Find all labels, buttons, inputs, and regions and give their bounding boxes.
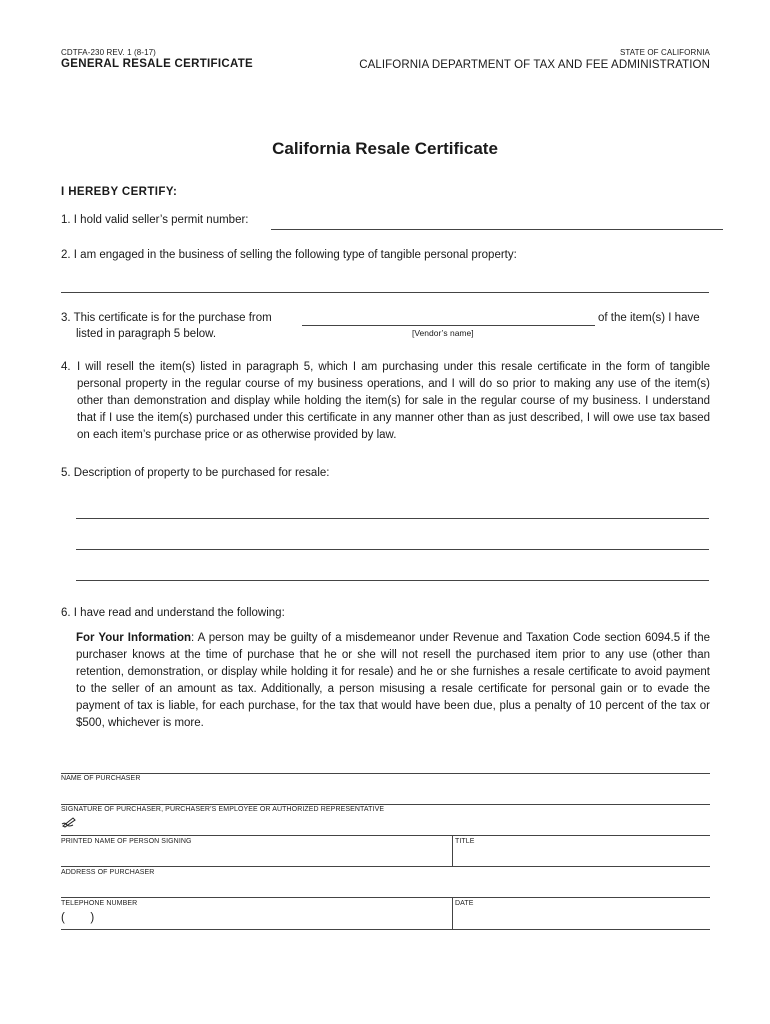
info-paragraph — [76, 630, 710, 732]
item-4-text: I will resell the item(s) listed in paragraph 5, which I am purchasing under this resale certificate in the form of tangible personal property in the regular course of my business operations, and I will do so prior to making any use of the item(s) other than demonstration and display while holding the item(s) for sale in the regular course of my business. I understand that if I use the item(s) purchased under this certificate in any manner other than as just described, I will owe use tax based on each item’s purchase price or as otherwise provided by law. — [77, 361, 710, 441]
address-field[interactable] — [61, 876, 710, 897]
printed-name-field[interactable] — [61, 845, 451, 866]
item-5-label: 5. Description of property to be purchased for resale: — [61, 467, 330, 479]
telephone-field[interactable]: ( ) — [61, 912, 95, 924]
sellers-permit-number-field[interactable] — [271, 229, 723, 230]
rule-4 — [61, 866, 710, 867]
certify-heading: I HEREBY CERTIFY: — [61, 186, 178, 198]
property-type-field[interactable] — [61, 292, 709, 293]
signature-label: SIGNATURE OF PURCHASER, PURCHASER’S EMPLOYEE OR AUTHORIZED REPRESENTATIVE — [61, 806, 385, 813]
description-line-2[interactable] — [76, 549, 709, 550]
printed-name-label: PRINTED NAME OF PERSON SIGNING — [61, 838, 192, 845]
address-label: ADDRESS OF PURCHASER — [61, 869, 155, 876]
rule-5 — [61, 897, 710, 898]
title-field[interactable] — [455, 845, 710, 866]
agency-name: CALIFORNIA DEPARTMENT OF TAX AND FEE ADMINISTRATION — [359, 59, 710, 71]
divider-title — [452, 835, 453, 867]
name-of-purchaser-field[interactable] — [61, 782, 710, 803]
rule-3 — [61, 835, 710, 836]
description-line-3[interactable] — [76, 580, 709, 581]
telephone-label: TELEPHONE NUMBER — [61, 900, 138, 907]
item-6-label: 6. I have read and understand the following: — [61, 607, 285, 619]
info-text: : A person may be guilty of a misdemeanor under Revenue and Taxation Code section 6094.5 if the purchaser knows at the time of purchase that he or she will not resell the purchased item prior to any use (other than retention, demonstration, or display while holding it for resale) and he or she furnishes a resale certificate to avoid payment to the seller of an amount as tax. Additionally, a person misusing a resale certificate for personal gain or to evade the payment of tax is liable, for each purchase, for the tax that would have been due, plus a penalty of 10 percent of the tax or $500, whichever is more. — [76, 632, 710, 729]
name-of-purchaser-label: NAME OF PURCHASER — [61, 775, 141, 782]
item-3-label-end: of the item(s) I have — [598, 312, 700, 324]
rule-bottom — [61, 929, 710, 930]
form-name: GENERAL RESALE CERTIFICATE — [61, 58, 254, 70]
item-4-number: 4. — [61, 361, 71, 373]
page-title: California Resale Certificate — [272, 139, 498, 158]
title-label: TITLE — [455, 838, 475, 845]
date-label: DATE — [455, 900, 474, 907]
vendor-name-caption: [Vendor’s name] — [412, 328, 474, 338]
pen-icon — [61, 815, 77, 833]
signature-field[interactable] — [80, 813, 710, 834]
rule-2 — [61, 804, 710, 805]
date-field[interactable] — [455, 907, 710, 928]
item-3-label: 3. This certificate is for the purchase from — [61, 312, 272, 324]
state-label: STATE OF CALIFORNIA — [619, 48, 710, 57]
item-1-label: 1. I hold valid seller’s permit number: — [61, 214, 249, 226]
info-label: For Your Information — [76, 632, 192, 644]
description-line-1[interactable] — [76, 518, 709, 519]
item-2-label: 2. I am engaged in the business of selling the following type of tangible personal property: — [61, 249, 517, 261]
form-number: CDTFA-230 REV. 1 (8-17) — [61, 48, 156, 57]
vendor-name-field[interactable] — [302, 325, 595, 326]
item-3-label-cont: listed in paragraph 5 below. — [76, 328, 217, 340]
rule-top — [61, 773, 710, 774]
divider-date — [452, 897, 453, 929]
